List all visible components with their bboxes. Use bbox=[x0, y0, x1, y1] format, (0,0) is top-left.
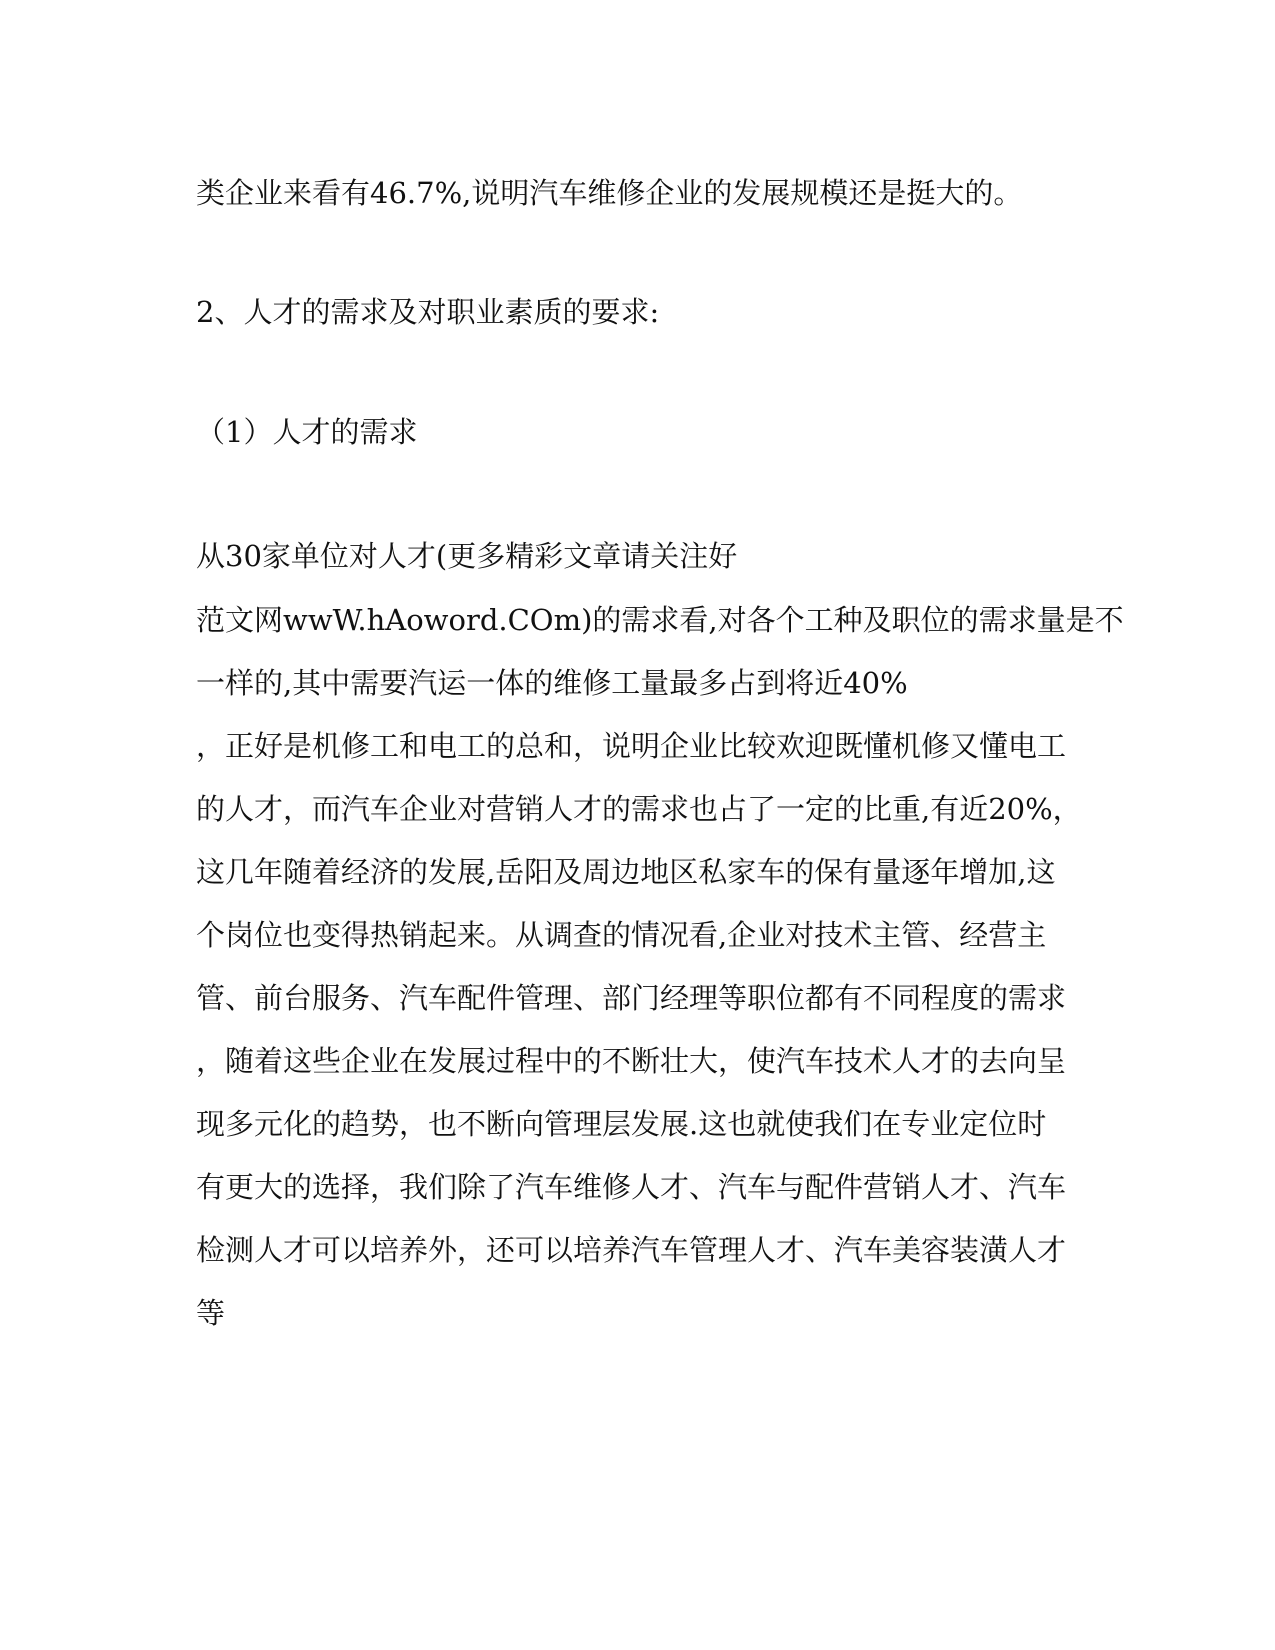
paragraph-line: 管、前台服务、汽车配件管理、部门经理等职位都有不同程度的需求 bbox=[196, 981, 1067, 1015]
paragraph-line: 一样的,其中需要汽运一体的维修工量最多占到将近40% bbox=[196, 666, 908, 700]
paragraph-line: 的人才，而汽车企业对营销人才的需求也占了一定的比重,有近20%， bbox=[196, 792, 1082, 826]
paragraph-line: 检测人才可以培养外，还可以培养汽车管理人才、汽车美容装潢人才 bbox=[196, 1233, 1067, 1267]
paragraph-line: ，随着这些企业在发展过程中的不断壮大，使汽车技术人才的去向呈 bbox=[196, 1044, 1067, 1078]
section-heading: 2、人才的需求及对职业素质的要求: bbox=[196, 295, 660, 329]
paragraph-line: 这几年随着经济的发展,岳阳及周边地区私家车的保有量逐年增加,这 bbox=[196, 855, 1056, 889]
paragraph-line: 有更大的选择，我们除了汽车维修人才、汽车与配件营销人才、汽车 bbox=[196, 1170, 1067, 1204]
paragraph-line: 个岗位也变得热销起来。从调查的情况看,企业对技术主管、经营主 bbox=[196, 918, 1047, 952]
paragraph-line: 等 bbox=[196, 1296, 226, 1330]
subsection-heading: （1）人才的需求 bbox=[196, 415, 418, 449]
paragraph-line: 范文网wwW.hAoword.COm)的需求看,对各个工种及职位的需求量是不 bbox=[196, 603, 1124, 637]
paragraph-line: 从30家单位对人才(更多精彩文章请关注好 bbox=[196, 539, 738, 573]
paragraph-line: ，正好是机修工和电工的总和，说明企业比较欢迎既懂机修又懂电工 bbox=[196, 729, 1067, 763]
paragraph-line: 类企业来看有46.7%,说明汽车维修企业的发展规模还是挺大的。 bbox=[196, 176, 1023, 210]
paragraph-line: 现多元化的趋势，也不断向管理层发展.这也就使我们在专业定位时 bbox=[196, 1107, 1047, 1141]
